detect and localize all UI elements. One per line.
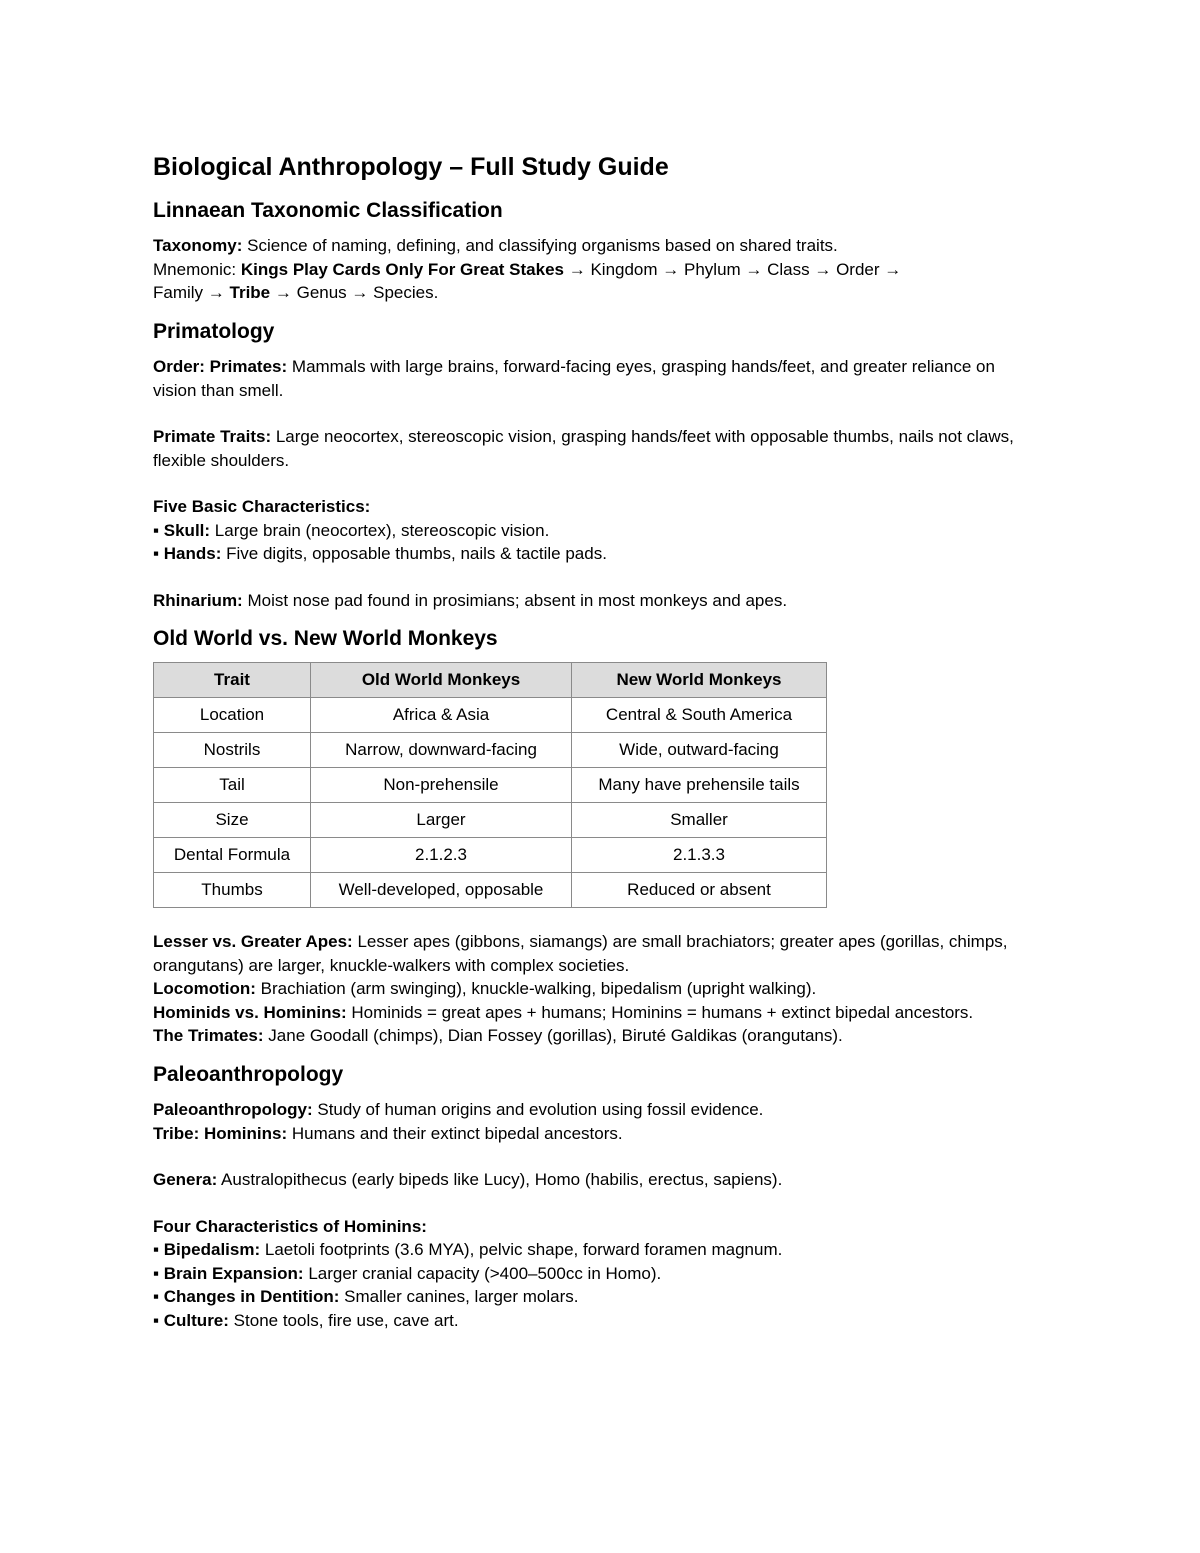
tribe-label: Tribe: Hominins: [153,1123,288,1143]
table-cell: Nostrils [154,733,311,768]
paleo-text: Study of human origins and evolution using fossil evidence. [317,1100,764,1119]
order-text: Mammals with large brains, forward-facing eyes, grasping hands/feet, and greater reliance on vision than smell. [153,357,995,400]
dentition-text: Smaller canines, larger molars. [344,1287,579,1306]
bullet-icon: ▪ [153,1240,160,1259]
table-cell: Larger [311,803,572,838]
bullet-icon: ▪ [153,1263,160,1283]
apes-text: Lesser apes (gibbons, siamangs) are small brachiators; greater apes (gorillas, chimps, orangutans) are larger, knuckle-walkers with complex societies. [153,932,1008,975]
mnemonic-sequence-3: → Genus → Species. [274,283,439,303]
four-characteristics [153,1215,1033,1333]
apes-block [153,930,1033,1048]
table-row [154,768,827,803]
table-header-row [154,663,827,698]
table-cell: Size [154,803,311,838]
brain-text: Larger cranial capacity (>400–500cc in Homo). [308,1263,662,1283]
table-cell: Well-developed, opposable [311,873,572,908]
tribe-text: Humans and their extinct bipedal ancestors. [291,1123,623,1143]
mnemonic-phrase: Kings Play Cards Only For Great Stakes [240,259,564,279]
table-cell: 2.1.2.3 [311,838,572,873]
traits-text: Large neocortex, stereoscopic vision, grasping hands/feet with opposable thumbs, nails not claws, flexible shoulders. [153,427,1014,470]
trimates-text: Jane Goodall (chimps), Dian Fossey (gorillas), Biruté Galdikas (orangutans). [268,1026,843,1046]
table-cell: Tail [154,768,311,803]
taxonomy-text: Science of naming, defining, and classifying organisms based on shared traits. [247,236,838,256]
table-row [154,698,827,733]
locomotion-text: Brachiation (arm swinging), knuckle-walking, bipedalism (upright walking). [260,979,817,999]
table-cell: Reduced or absent [572,873,827,908]
table-cell: Smaller [572,803,827,838]
order-label: Order: Primates: [153,357,288,376]
brain-label: Brain Expansion: [163,1263,304,1283]
traits-label: Primate Traits: [153,427,272,446]
monkey-comparison-table [153,662,827,908]
rhinarium-paragraph [153,589,1033,613]
bullet-icon: ▪ [153,544,160,563]
apes-label: Lesser vs. Greater Apes: [153,932,353,952]
table-cell: Non-prehensile [311,768,572,803]
section-heading-primatology: Primatology [153,319,275,343]
table-row [154,873,827,908]
section-heading-linnaean: Linnaean Taxonomic Classification [153,199,503,222]
taxonomy-label: Taxonomy: [153,236,243,256]
bipedalism-label: Bipedalism: [163,1240,261,1259]
page-title: Biological Anthropology – Full Study Guide [153,153,669,181]
paleo-definition [153,1098,1033,1145]
table-cell: Many have prehensile tails [572,768,827,803]
dentition-label: Changes in Dentition: [163,1287,340,1306]
mnemonic-tribe: Tribe [229,283,271,303]
genera-text: Australopithecus (early bipeds like Lucy), Homo (habilis, erectus, sapiens). [221,1170,783,1189]
hominids-text: Hominids = great apes + humans; Hominins = humans + extinct bipedal ancestors. [351,1002,974,1022]
bullet-icon: ▪ [153,1287,160,1306]
skull-text: Large brain (neocortex), stereoscopic vision. [214,520,550,540]
table-cell: Wide, outward-facing [572,733,827,768]
traits-paragraph [153,425,1033,472]
skull-label: Skull: [163,520,211,540]
four-characteristics-label: Four Characteristics of Hominins: [153,1216,427,1236]
locomotion-label: Locomotion: [153,979,256,999]
taxonomy-paragraph [153,234,1033,305]
five-characteristics-label: Five Basic Characteristics: [153,497,371,516]
table-header: Trait [154,663,311,698]
bullet-icon: ▪ [153,1310,160,1330]
document-page [153,152,1033,1332]
bipedalism-text: Laetoli footprints (3.6 MYA), pelvic shape, forward foramen magnum. [264,1240,783,1259]
rhinarium-text: Moist nose pad found in prosimians; absent in most monkeys and apes. [247,590,788,610]
table-row [154,838,827,873]
culture-label: Culture: [163,1310,229,1330]
genera-paragraph [153,1168,1033,1192]
table-header: New World Monkeys [572,663,827,698]
hands-text: Five digits, opposable thumbs, nails & tactile pads. [226,544,607,563]
hominids-label: Hominids vs. Hominins: [153,1002,347,1022]
order-paragraph [153,355,1033,402]
mnemonic-sequence: → Kingdom → Phylum → Class → Order → [568,259,902,279]
culture-text: Stone tools, fire use, cave art. [233,1310,459,1330]
table-row [154,803,827,838]
table-row [154,733,827,768]
table-cell: Dental Formula [154,838,311,873]
bullet-icon: ▪ [153,520,160,540]
table-cell: Narrow, downward-facing [311,733,572,768]
table-cell: Location [154,698,311,733]
mnemonic-sequence-2: Family → [153,283,225,303]
table-cell: 2.1.3.3 [572,838,827,873]
section-heading-monkeys: Old World vs. New World Monkeys [153,627,498,650]
table-cell: Thumbs [154,873,311,908]
five-characteristics [153,495,1033,566]
trimates-label: The Trimates: [153,1026,264,1046]
table-header: Old World Monkeys [311,663,572,698]
section-heading-paleo: Paleoanthropology [153,1062,344,1086]
genera-label: Genera: [153,1170,218,1189]
hands-label: Hands: [163,544,222,563]
paleo-label: Paleoanthropology: [153,1100,313,1119]
table-cell: Central & South America [572,698,827,733]
rhinarium-label: Rhinarium: [153,590,243,610]
mnemonic-prefix: Mnemonic: [153,259,237,279]
table-cell: Africa & Asia [311,698,572,733]
